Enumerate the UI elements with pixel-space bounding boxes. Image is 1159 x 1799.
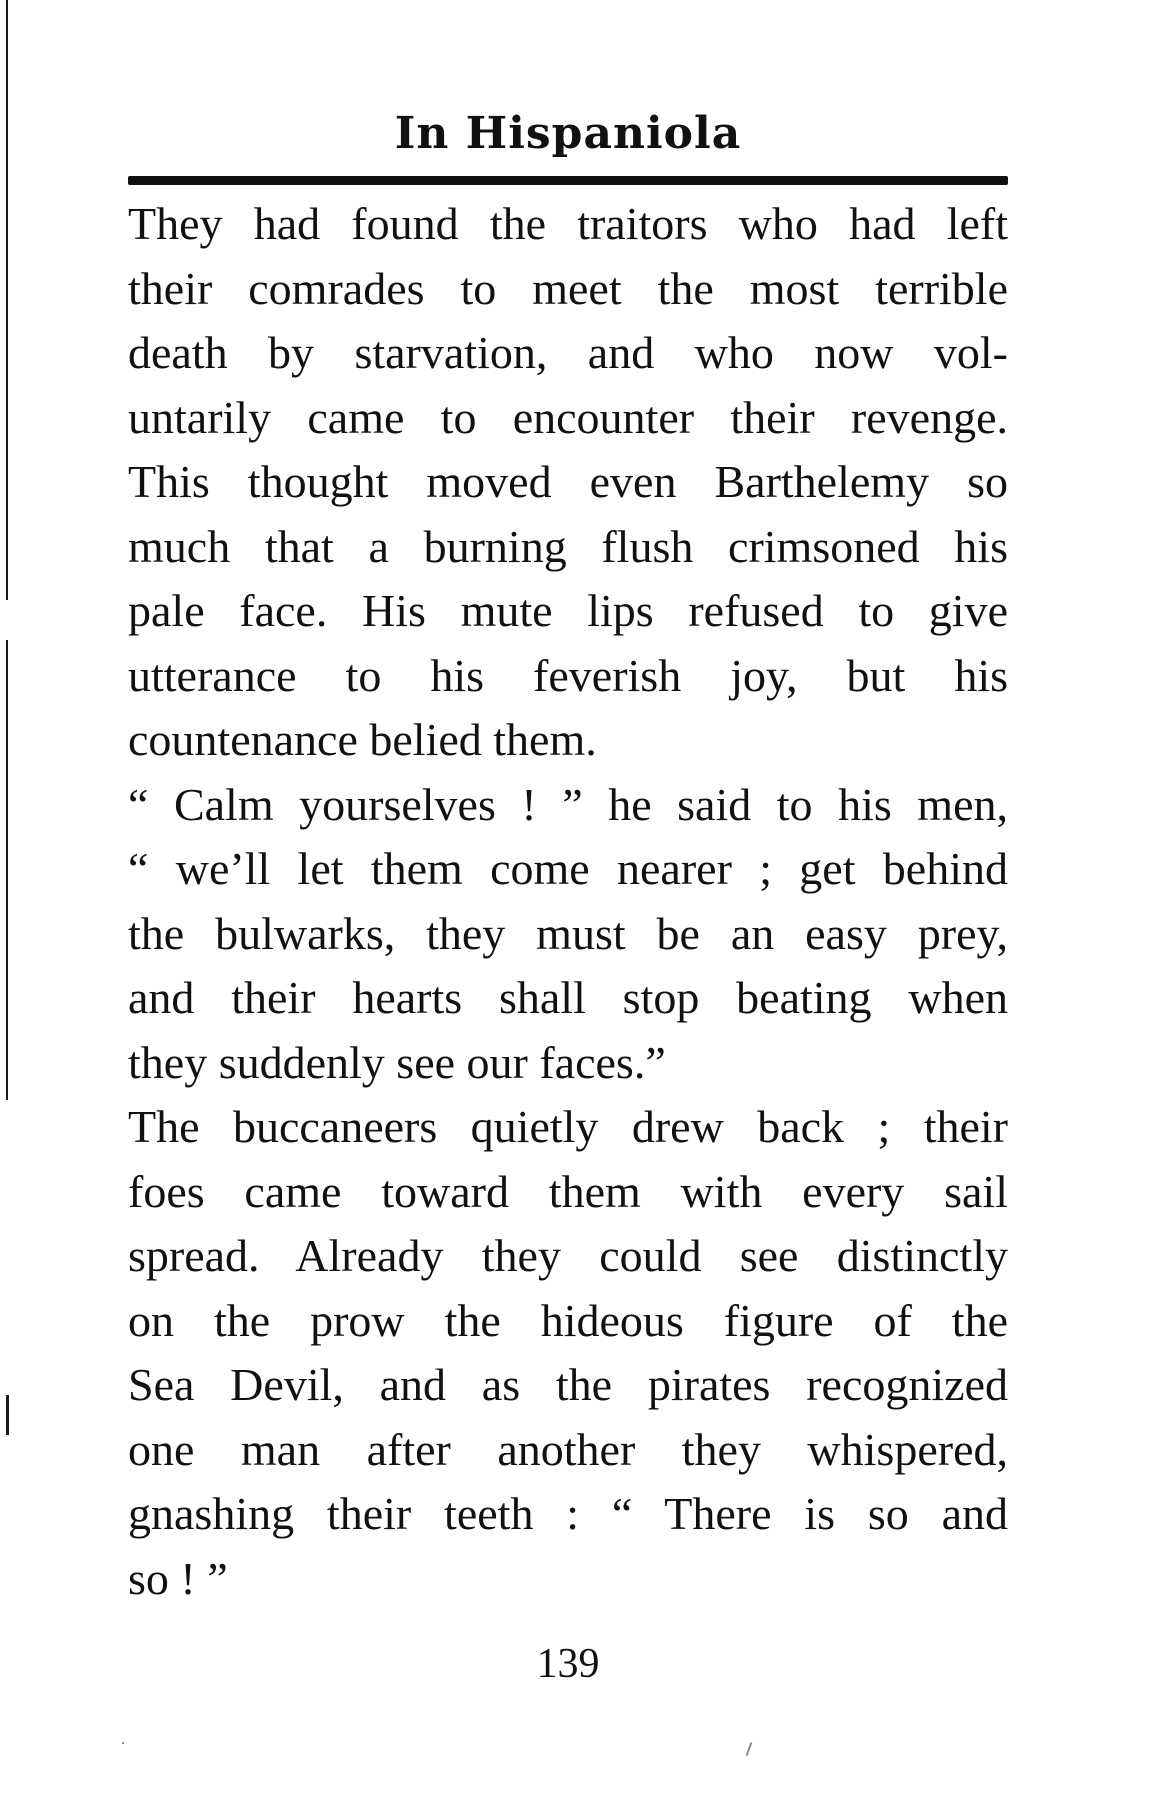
text-line: spread. Already they could see distinctly [128,1230,1008,1281]
scan-edge-mark [6,1395,9,1435]
text-line: This thought moved even Barthelemy so [128,456,1008,507]
text-line: gnashing their teeth : “ There is so and [128,1488,1008,1539]
text-line: on the prow the hideous figure of the [128,1294,1008,1346]
text-line: much that a burning flush crimsoned his [128,520,1008,572]
text-line: The buccaneers quietly drew back ; their [128,1101,1008,1152]
text-line: death by starvation, and who now vol- [128,327,1008,378]
scan-speck [746,1742,753,1756]
running-head: In Hispaniola [394,108,742,159]
text-line: the bulwarks, they must be an easy prey, [128,907,1008,959]
text-line: foes came toward them with every sail [128,1165,1008,1217]
text-line: “ we’ll let them come nearer ; get behind [128,843,1008,894]
text-line: Sea Devil, and as the pirates recognized [128,1359,1008,1410]
text-line: and their hearts shall stop beating when [128,972,1008,1023]
scan-edge-mark [6,640,8,1100]
text-line: they suddenly see our faces.” [128,1036,666,1088]
page-number: 139 [536,1641,600,1687]
body-text [128,192,1008,1611]
text-line: so ! ” [128,1552,228,1604]
text-line: pale face. His mute lips refused to give [128,585,1008,636]
text-line: untarily came to encounter their revenge. [128,391,1008,443]
text-line: one man after another they whispered, [128,1423,1008,1475]
text-line: They had found the traitors who had left [128,198,1008,249]
scan-speck [122,1742,124,1744]
text-line: utterance to his feverish joy, but his [128,649,1008,701]
text-line: countenance belied them. [128,714,597,765]
header-rule [128,176,1008,185]
scan-edge-mark [6,0,8,600]
text-line: their comrades to meet the most terrible [128,262,1008,314]
text-line: “ Calm yourselves ! ” he said to his men, [128,778,1008,830]
